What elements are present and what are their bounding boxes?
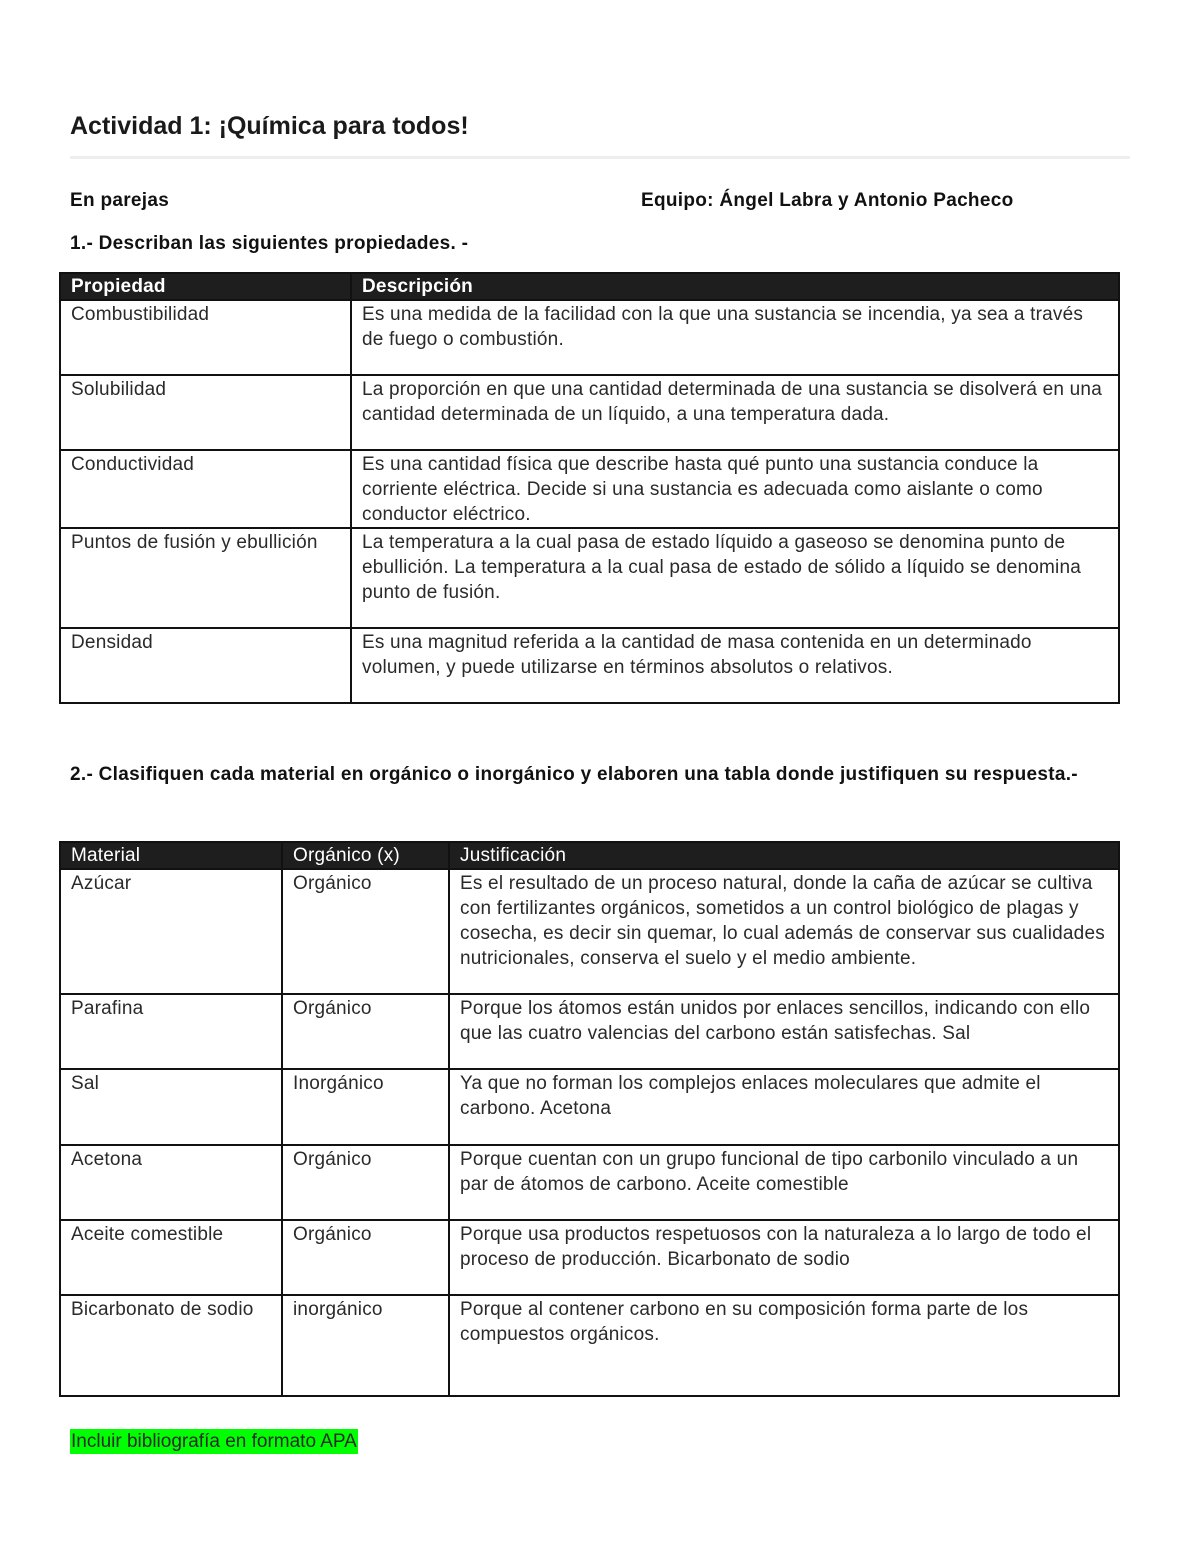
table-row (60, 528, 1119, 628)
description-cell: La proporción en que una cantidad determinada de una sustancia se disolverá en una cantidad determinada de un líquido, a una temperatura dada. (351, 375, 1119, 450)
table-row (60, 1295, 1119, 1396)
modality-label: En parejas (70, 190, 170, 211)
table-row (60, 375, 1119, 450)
table-row (60, 1220, 1119, 1295)
table-header-row (60, 842, 1119, 869)
justification-cell: Porque los átomos están unidos por enlaces sencillos, indicando con ello que las cuatro valencias del carbono están satisfechas. Sal (449, 994, 1119, 1069)
title-divider (70, 156, 1130, 159)
team-label: Equipo: Ángel Labra y Antonio Pacheco (641, 190, 1014, 211)
table-header-row (60, 273, 1119, 300)
classification-cell: inorgánico (282, 1295, 449, 1396)
question-1: 1.- Describan las siguientes propiedades. - (70, 233, 469, 254)
classification-cell: Inorgánico (282, 1069, 449, 1145)
table-row (60, 1069, 1119, 1145)
material-cell: Bicarbonato de sodio (60, 1295, 282, 1396)
question-2: 2.- Clasifiquen cada material en orgánico o inorgánico y elaboren una tabla donde justifiquen su respuesta.- (70, 764, 1078, 785)
table-row (60, 1145, 1119, 1220)
table-row (60, 869, 1119, 994)
justification-cell: Porque cuentan con un grupo funcional de tipo carbonilo vinculado a un par de átomos de carbono. Aceite comestible (449, 1145, 1119, 1220)
classification-cell: Orgánico (282, 994, 449, 1069)
classification-cell: Orgánico (282, 1145, 449, 1220)
bibliography-note: Incluir bibliografía en formato APA (71, 1431, 357, 1452)
table-row (60, 300, 1119, 375)
table-row (60, 628, 1119, 703)
classification-cell: Orgánico (282, 869, 449, 994)
header-descripcion: Descripción (351, 273, 1119, 300)
description-cell: La temperatura a la cual pasa de estado líquido a gaseoso se denomina punto de ebullición. La temperatura a la cual pasa de estado de sólido a líquido se denomina punto de fusión. (351, 528, 1119, 628)
justification-cell: Porque usa productos respetuosos con la naturaleza a lo largo de todo el proceso de producción. Bicarbonato de sodio (449, 1220, 1119, 1295)
property-cell: Densidad (60, 628, 351, 703)
header-propiedad: Propiedad (60, 273, 351, 300)
property-cell: Puntos de fusión y ebullición (60, 528, 351, 628)
table-row (60, 450, 1119, 528)
header-organico: Orgánico (x) (282, 842, 449, 869)
property-cell: Conductividad (60, 450, 351, 528)
material-cell: Acetona (60, 1145, 282, 1220)
page-title: Actividad 1: ¡Química para todos! (70, 112, 469, 140)
description-cell: Es una magnitud referida a la cantidad de masa contenida en un determinado volumen, y puede utilizarse en términos absolutos o relativos. (351, 628, 1119, 703)
material-cell: Sal (60, 1069, 282, 1145)
justification-cell: Porque al contener carbono en su composición forma parte de los compuestos orgánicos. (449, 1295, 1119, 1396)
material-cell: Aceite comestible (60, 1220, 282, 1295)
justification-cell: Es el resultado de un proceso natural, donde la caña de azúcar se cultiva con fertilizantes orgánicos, sometidos a un control biológico de plagas y cosecha, es decir sin quemar, lo cual además de conservar sus cualidades nutricionales, conserva el suelo y el medio ambiente. (449, 869, 1119, 994)
table-row (60, 994, 1119, 1069)
description-cell: Es una cantidad física que describe hasta qué punto una sustancia conduce la corriente eléctrica. Decide si una sustancia es adecuada como aislante o como conductor eléctrico. (351, 450, 1119, 528)
material-cell: Azúcar (60, 869, 282, 994)
materials-table (59, 841, 1120, 1397)
property-cell: Solubilidad (60, 375, 351, 450)
header-material: Material (60, 842, 282, 869)
header-justificacion: Justificación (449, 842, 1119, 869)
material-cell: Parafina (60, 994, 282, 1069)
properties-table (59, 272, 1120, 704)
description-cell: Es una medida de la facilidad con la que una sustancia se incendia, ya sea a través de fuego o combustión. (351, 300, 1119, 375)
justification-cell: Ya que no forman los complejos enlaces moleculares que admite el carbono. Acetona (449, 1069, 1119, 1145)
classification-cell: Orgánico (282, 1220, 449, 1295)
property-cell: Combustibilidad (60, 300, 351, 375)
